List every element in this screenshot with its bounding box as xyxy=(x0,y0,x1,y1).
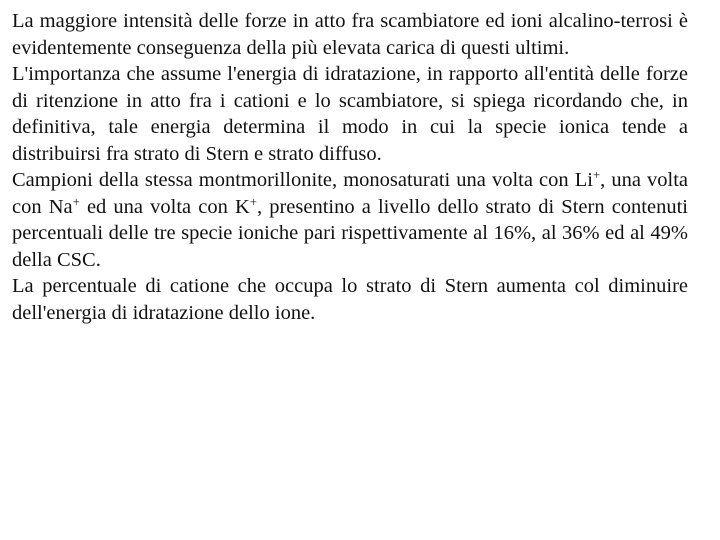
paragraph-2: L'importanza che assume l'energia di idratazione, in rapporto all'entità delle forze di ritenzione in atto fra i cationi e lo scambiatore, si spiega ricordando che, in definitiva, tale energia determina il modo in cui la specie ionica tende a distribuirsi fra strato di Stern e strato diffuso. xyxy=(12,63,688,165)
paragraph-3-part-2: , una volta con Na xyxy=(12,169,688,218)
paragraph-3 xyxy=(12,167,688,273)
paragraph-4: La percentuale di catione che occupa lo strato di Stern aumenta col diminuire dell'energia di idratazione dello ione. xyxy=(12,275,688,324)
body-text xyxy=(12,8,688,326)
lithium-charge: + xyxy=(592,168,601,183)
paragraph-3-part-4: , presentino a livello dello strato di Stern contenuti percentuali delle tre specie ioniche pari rispettivamente al 16%, al 36% ed al 49% della CSC. xyxy=(12,195,688,271)
sodium-charge: + xyxy=(72,194,80,209)
paragraph-3-part-3: ed una volta con K xyxy=(79,195,250,218)
paragraph-3-part-1: Campioni della stessa montmorillonite, monosaturati una volta con Li xyxy=(12,169,593,191)
paragraph-1: La maggiore intensità delle forze in atto fra scambiatore ed ioni alcalino-terrosi è evidentemente conseguenza della più elevata carica di questi ultimi. xyxy=(12,10,688,59)
potassium-charge: + xyxy=(249,194,257,209)
